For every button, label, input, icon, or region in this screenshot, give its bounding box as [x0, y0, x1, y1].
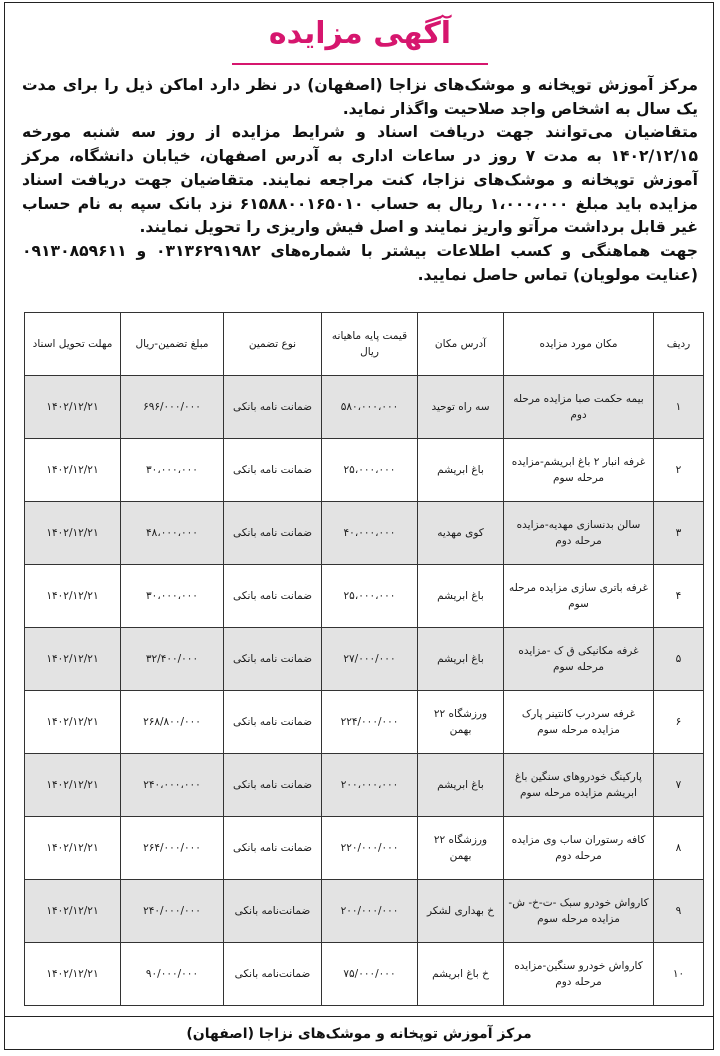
cell-place: کافه رستوران ساب وی مزایده مرحله دوم [504, 817, 654, 880]
cell-base-price: ۲۲۴/۰۰۰/۰۰۰ [322, 691, 418, 754]
cell-guarantee-amount: ۴۸،۰۰۰،۰۰۰ [121, 502, 224, 565]
cell-base-price: ۵۸۰،۰۰۰،۰۰۰ [322, 376, 418, 439]
cell-deadline: ۱۴۰۲/۱۲/۲۱ [25, 502, 121, 565]
cell-row: ۶ [654, 691, 704, 754]
cell-guarantee-amount: ۲۶۴/۰۰۰/۰۰۰ [121, 817, 224, 880]
cell-address: باغ ابریشم [418, 439, 504, 502]
cell-place: پارکینگ خودروهای سنگین باغ ابریشم مزایده مرحله سوم [504, 754, 654, 817]
cell-address: ورزشگاه ۲۲ بهمن [418, 691, 504, 754]
table-row [25, 628, 704, 691]
cell-guarantee-amount: ۲۴۰/۰۰۰/۰۰۰ [121, 880, 224, 943]
page-title: آگهی مزایده [268, 16, 452, 51]
cell-guarantee-type: ضمانت نامه بانکی [224, 817, 322, 880]
cell-row: ۹ [654, 880, 704, 943]
cell-guarantee-type: ضمانت نامه بانکی [224, 628, 322, 691]
cell-guarantee-amount: ۶۹۶/۰۰۰/۰۰۰ [121, 376, 224, 439]
cell-address: باغ ابریشم [418, 754, 504, 817]
title-underline [232, 63, 488, 65]
cell-deadline: ۱۴۰۲/۱۲/۲۱ [25, 439, 121, 502]
table-row [25, 565, 704, 628]
cell-row: ۸ [654, 817, 704, 880]
auction-table [24, 312, 704, 1006]
table-row [25, 943, 704, 1006]
cell-place: غرفه باتری سازی مزایده مرحله سوم [504, 565, 654, 628]
col-header-deadline: مهلت تحویل اسناد [25, 313, 121, 376]
cell-guarantee-type: ضمانت‌نامه بانکی [224, 880, 322, 943]
cell-place: بیمه حکمت صبا مزایده مرحله دوم [504, 376, 654, 439]
intro-paragraph-3: جهت هماهنگی و کسب اطلاعات بیشتر با شماره‌های ۰۳۱۳۶۲۹۱۹۸۲ و ۰۹۱۳۰۸۵۹۶۱۱ (عنایت مولویان) تماس حاصل نمایید. [22, 241, 699, 284]
cell-guarantee-amount: ۳۰،۰۰۰،۰۰۰ [121, 565, 224, 628]
cell-guarantee-type: ضمانت نامه بانکی [224, 502, 322, 565]
cell-guarantee-type: ضمانت نامه بانکی [224, 439, 322, 502]
cell-guarantee-amount: ۲۴۰،۰۰۰،۰۰۰ [121, 754, 224, 817]
cell-base-price: ۲۲۰/۰۰۰/۰۰۰ [322, 817, 418, 880]
cell-address: باغ ابریشم [418, 628, 504, 691]
cell-base-price: ۴۰،۰۰۰،۰۰۰ [322, 502, 418, 565]
col-header-row: ردیف [654, 313, 704, 376]
table-row [25, 502, 704, 565]
col-header-guarantee-amount: مبلغ تضمین-ریال [121, 313, 224, 376]
cell-row: ۳ [654, 502, 704, 565]
col-header-address: آدرس مکان [418, 313, 504, 376]
cell-place: کارواش خودرو سنگین-مزایده مرحله دوم [504, 943, 654, 1006]
cell-address: خ بهداری لشکر [418, 880, 504, 943]
cell-guarantee-type: ضمانت نامه بانکی [224, 376, 322, 439]
cell-deadline: ۱۴۰۲/۱۲/۲۱ [25, 628, 121, 691]
cell-row: ۷ [654, 754, 704, 817]
cell-row: ۵ [654, 628, 704, 691]
cell-guarantee-type: ضمانت نامه بانکی [224, 754, 322, 817]
cell-base-price: ۲۵،۰۰۰،۰۰۰ [322, 439, 418, 502]
cell-deadline: ۱۴۰۲/۱۲/۲۱ [25, 376, 121, 439]
table-header-row [25, 313, 704, 376]
table-row [25, 754, 704, 817]
cell-place: غرفه سردرب کانتینر پارک مزایده مرحله سوم [504, 691, 654, 754]
cell-row: ۴ [654, 565, 704, 628]
cell-deadline: ۱۴۰۲/۱۲/۲۱ [25, 754, 121, 817]
cell-guarantee-amount: ۹۰/۰۰۰/۰۰۰ [121, 943, 224, 1006]
cell-base-price: ۲۵،۰۰۰،۰۰۰ [322, 565, 418, 628]
cell-address: کوی مهدیه [418, 502, 504, 565]
cell-place: کارواش خودرو سبک -ت-خ- ش-مزایده مرحله سوم [504, 880, 654, 943]
cell-row: ۲ [654, 439, 704, 502]
cell-address: ورزشگاه ۲۲ بهمن [418, 817, 504, 880]
cell-address: سه راه توحید [418, 376, 504, 439]
footer-organization: مرکز آموزش توپخانه و موشک‌های نزاجا (اصفهان) [4, 1016, 714, 1050]
table-row [25, 376, 704, 439]
col-header-place: مکان مورد مزایده [504, 313, 654, 376]
cell-base-price: ۲۰۰،۰۰۰،۰۰۰ [322, 754, 418, 817]
cell-deadline: ۱۴۰۲/۱۲/۲۱ [25, 817, 121, 880]
cell-row: ۱ [654, 376, 704, 439]
intro-paragraph-1: مرکز آموزش توپخانه و موشک‌های نزاجا (اصفهان) در نظر دارد اماکن ذیل را برای مدت یک سال به اشخاص واجد صلاحیت واگذار نماید. [22, 76, 698, 118]
cell-guarantee-amount: ۲۶۸/۸۰۰/۰۰۰ [121, 691, 224, 754]
cell-deadline: ۱۴۰۲/۱۲/۲۱ [25, 880, 121, 943]
table-row [25, 439, 704, 502]
table-row [25, 817, 704, 880]
cell-place: غرفه مکانیکی ق ک -مزایده مرحله سوم [504, 628, 654, 691]
cell-row: ۱۰ [654, 943, 704, 1006]
cell-guarantee-type: ضمانت‌نامه بانکی [224, 943, 322, 1006]
cell-place: سالن بدنسازی مهدیه-مزایده مرحله دوم [504, 502, 654, 565]
cell-place: غرفه انبار ۲ باغ ابریشم-مزایده مرحله سوم [504, 439, 654, 502]
cell-deadline: ۱۴۰۲/۱۲/۲۱ [25, 943, 121, 1006]
cell-deadline: ۱۴۰۲/۱۲/۲۱ [25, 691, 121, 754]
cell-base-price: ۷۵/۰۰۰/۰۰۰ [322, 943, 418, 1006]
col-header-guarantee-type: نوع تضمین [224, 313, 322, 376]
cell-guarantee-type: ضمانت نامه بانکی [224, 691, 322, 754]
cell-address: باغ ابریشم [418, 565, 504, 628]
cell-base-price: ۲۷/۰۰۰/۰۰۰ [322, 628, 418, 691]
col-header-base-price: قیمت پایه ماهیانه ریال [322, 313, 418, 376]
intro-text [22, 74, 698, 287]
cell-deadline: ۱۴۰۲/۱۲/۲۱ [25, 565, 121, 628]
table-row [25, 691, 704, 754]
cell-guarantee-type: ضمانت نامه بانکی [224, 565, 322, 628]
cell-guarantee-amount: ۳۲/۴۰۰/۰۰۰ [121, 628, 224, 691]
table-row [25, 880, 704, 943]
intro-paragraph-2: متقاضیان می‌توانند جهت دریافت اسناد و شرایط مزایده از روز سه شنبه مورخه ۱۴۰۲/۱۲/۱۵ به مدت ۷ روز در ساعات اداری به آدرس اصفهان، خیابان دانشگاه، مرکز آموزش توپخانه و موشک‌های نزاجا، کنت مراجعه نمایند. متقاضیان جهت دریافت اسناد مزایده باید مبلغ ۱،۰۰۰،۰۰۰ ریال به حساب ۶۱۵۸۸۰۰۱۶۵۰۱۰ نزد بانک سپه به نام حساب غیر قابل برداشت مرآتو واریز نمایند و اصل فیش واریزی را تحویل نمایند. [22, 123, 698, 237]
cell-base-price: ۲۰۰/۰۰۰/۰۰۰ [322, 880, 418, 943]
cell-guarantee-amount: ۳۰،۰۰۰،۰۰۰ [121, 439, 224, 502]
cell-address: خ باغ ابریشم [418, 943, 504, 1006]
